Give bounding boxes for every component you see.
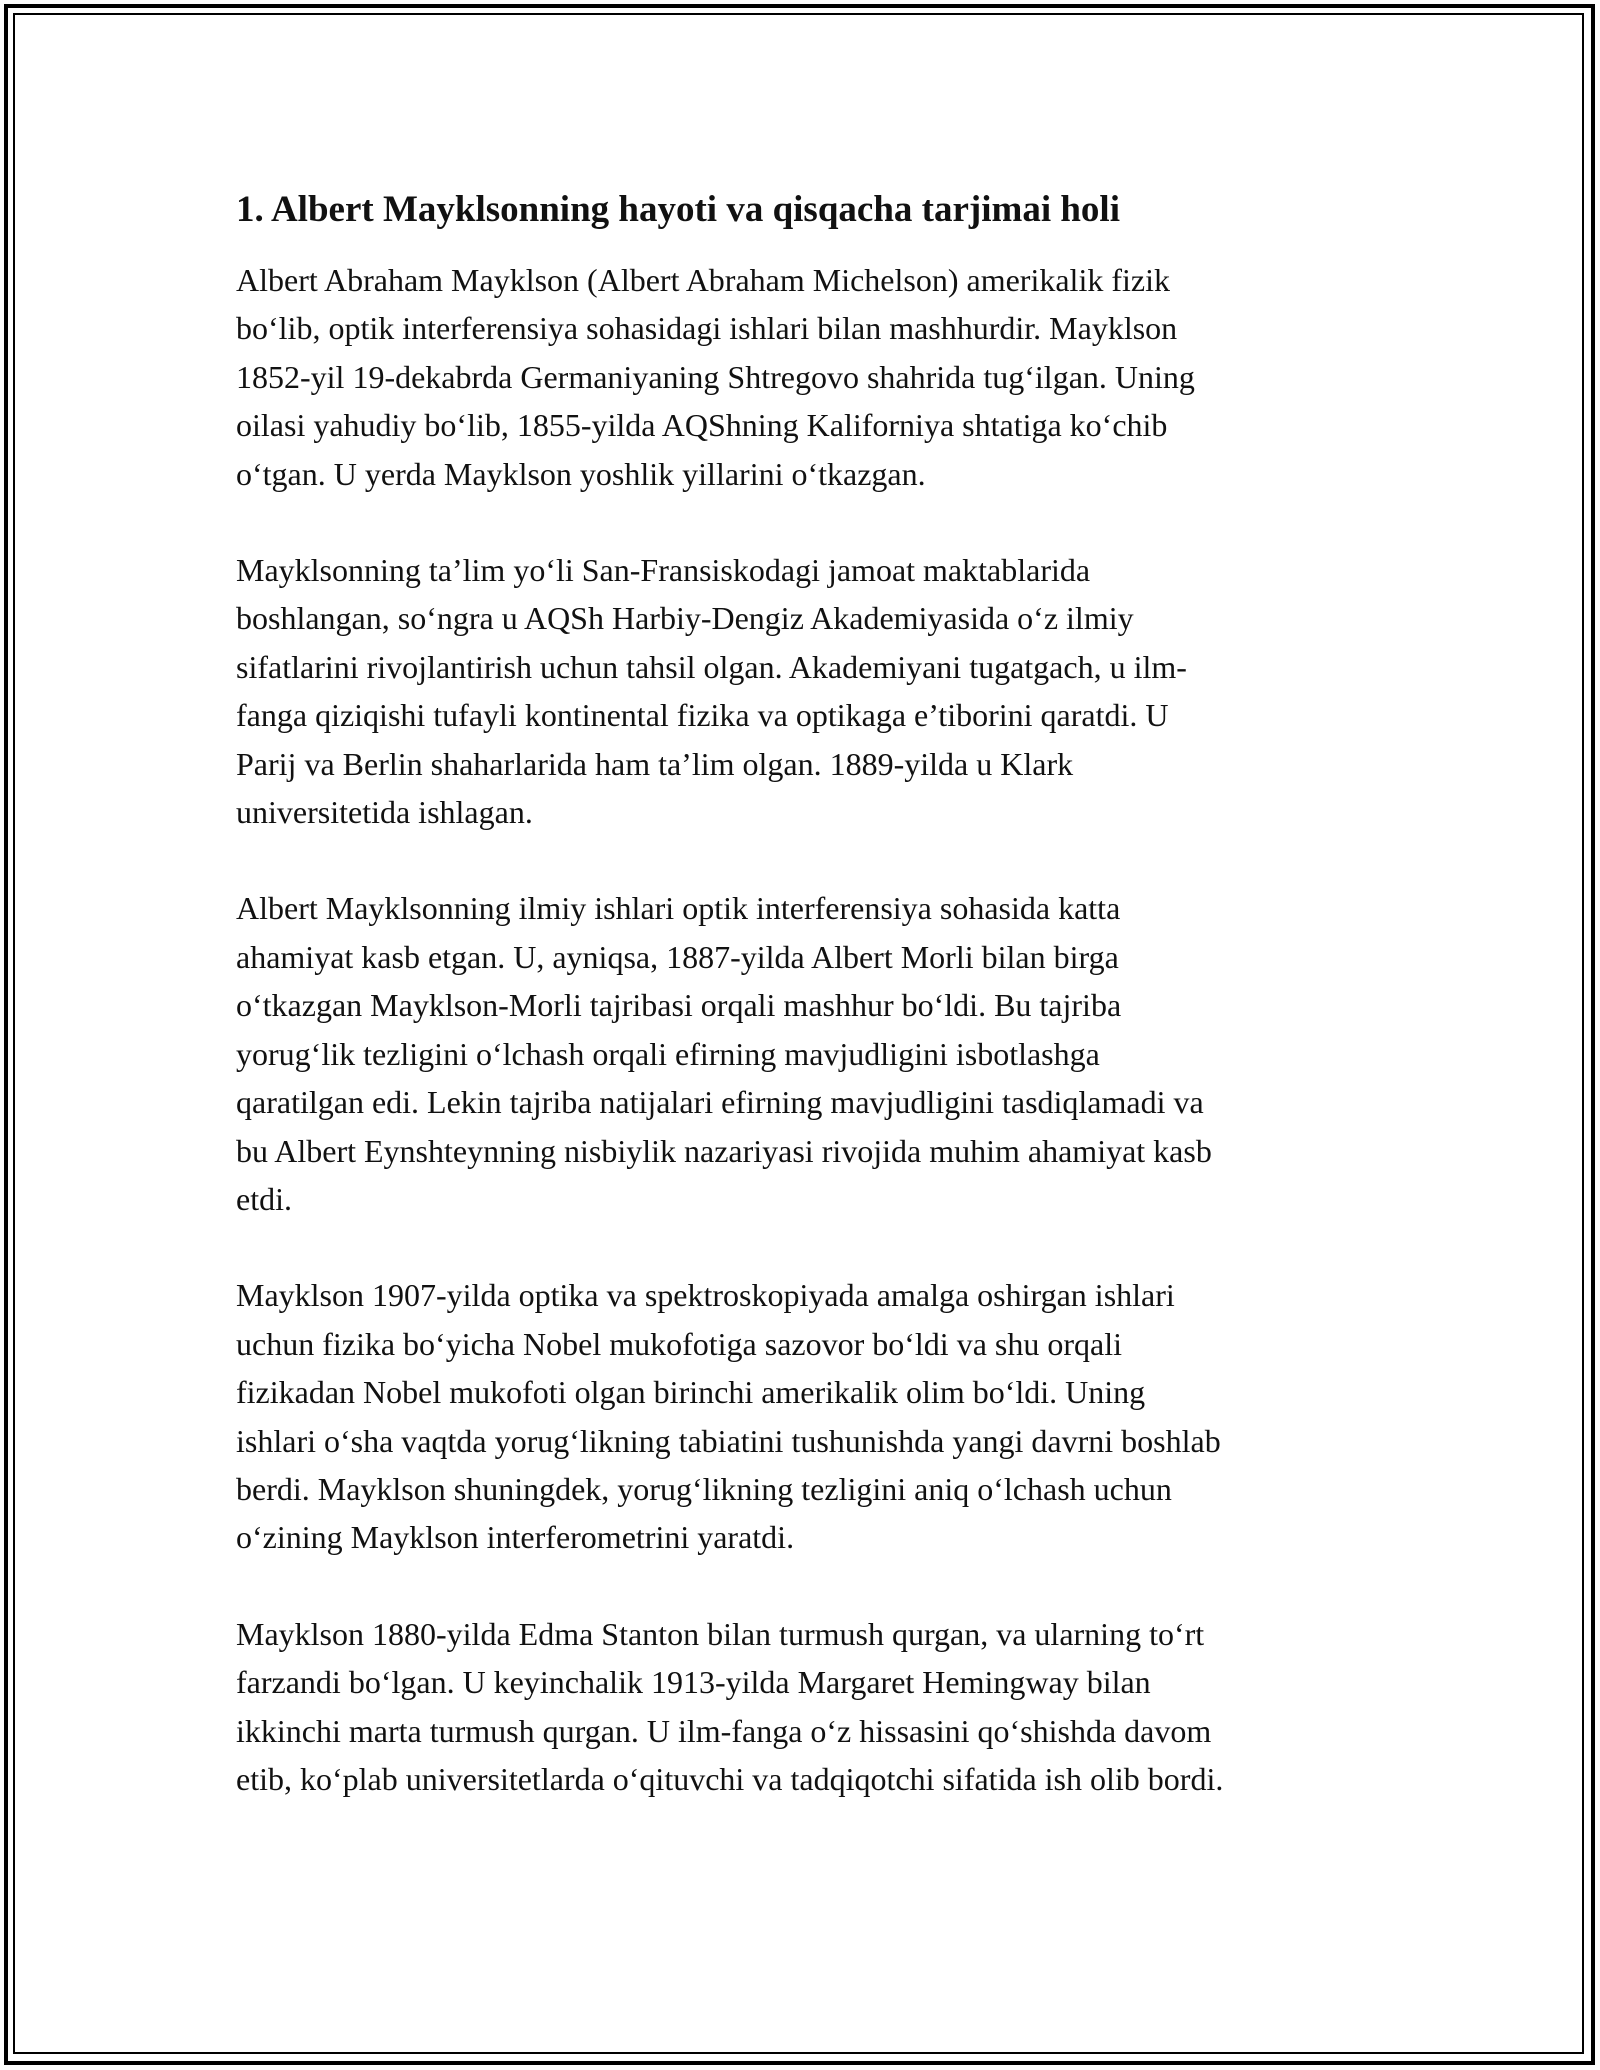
- text-line: ahamiyat kasb etgan. U, ayniqsa, 1887-yilda Albert Morli bilan birga: [236, 938, 1119, 975]
- paragraph-nobel-prize: [236, 1271, 1382, 1561]
- text-line: Parij va Berlin shaharlarida ham ta’lim olgan. 1889-yilda u Klark: [236, 745, 1074, 782]
- text-line: oilasi yahudiy bo‘lib, 1855-yilda AQShning Kaliforniya shtatiga ko‘chib: [236, 407, 1168, 444]
- text-line: Albert Abraham Mayklson (Albert Abraham Michelson) amerikalik fizik: [236, 262, 1170, 298]
- text-line: universitetida ishlagan.: [236, 794, 533, 831]
- text-line: berdi. Mayklson shuningdek, yorug‘likning tezligini aniq o‘lchash uchun: [236, 1470, 1172, 1507]
- text-line: Mayklsonning ta’lim yo‘li San-Fransiskodagi jamoat maktablarida: [236, 552, 1091, 589]
- text-line: Mayklson 1907-yilda optika va spektroskopiyada amalga oshirgan ishlari: [236, 1277, 1175, 1314]
- text-line: o‘tkazgan Mayklson-Morli tajribasi orqali mashhur bo‘ldi. Bu tajriba: [236, 987, 1122, 1024]
- text-line: farzandi bo‘lgan. U keyinchalik 1913-yilda Margaret Hemingway bilan: [236, 1664, 1151, 1701]
- text-line: fizikadan Nobel mukofoti olgan birinchi amerikalik olim bo‘ldi. Uning: [236, 1374, 1146, 1411]
- paragraph-personal-life: [236, 1610, 1382, 1804]
- text-line: bu Albert Eynshteynning nisbiylik nazariyasi rivojida muhim ahamiyat kasb: [236, 1132, 1212, 1169]
- paragraph-scientific-work: [236, 884, 1382, 1223]
- text-line: boshlangan, so‘ngra u AQSh Harbiy-Dengiz Akademiyasida o‘z ilmiy: [236, 600, 1134, 637]
- text-line: o‘zining Mayklson interferometrini yaratdi.: [236, 1519, 795, 1556]
- text-line: o‘tgan. U yerda Mayklson yoshlik yillarini o‘tkazgan.: [236, 455, 926, 492]
- text-line: Albert Mayklsonning ilmiy ishlari optik interferensiya sohasida katta: [236, 890, 1121, 927]
- text-line: yorug‘lik tezligini o‘lchash orqali efirning mavjudligini isbotlashga: [236, 1035, 1100, 1072]
- text-line: ikkinchi marta turmush qurgan. U ilm-fanga o‘z hissasini qo‘shishda davom: [236, 1712, 1212, 1749]
- paragraph-biography-intro: [236, 256, 1382, 498]
- text-line: uchun fizika bo‘yicha Nobel mukofotiga sazovor bo‘ldi va shu orqali: [236, 1325, 1122, 1362]
- text-line: qaratilgan edi. Lekin tajriba natijalari efirning mavjudligini tasdiqlamadi va: [236, 1084, 1204, 1121]
- text-line: etib, ko‘plab universitetlarda o‘qituvchi va tadqiqotchi sifatida ish olib bordi.: [236, 1760, 1224, 1797]
- paragraph-education: [236, 546, 1382, 836]
- text-line: fanga qiziqishi tufayli kontinental fizika va optikaga e’tiborini qaratdi. U: [236, 697, 1169, 734]
- text-line: ishlari o‘sha vaqtda yorug‘likning tabiatini tushunishda yangi davrni boshlab: [236, 1422, 1221, 1459]
- text-line: sifatlarini rivojlantirish uchun tahsil olgan. Akademiyani tugatgach, u ilm-: [236, 648, 1187, 685]
- text-line: Mayklson 1880-yilda Edma Stanton bilan turmush qurgan, va ularning to‘rt: [236, 1615, 1205, 1652]
- text-line: etdi.: [236, 1180, 292, 1217]
- text-line: bo‘lib, optik interferensiya sohasidagi ishlari bilan mashhurdir. Mayklson: [236, 310, 1178, 347]
- document-body: [236, 186, 1382, 1851]
- text-line: 1852-yil 19-dekabrda Germaniyaning Shtregovo shahrida tug‘ilgan. Uning: [236, 358, 1195, 395]
- section-heading: 1. Albert Mayklsonning hayoti va qisqacha tarjimai holi: [236, 189, 1120, 230]
